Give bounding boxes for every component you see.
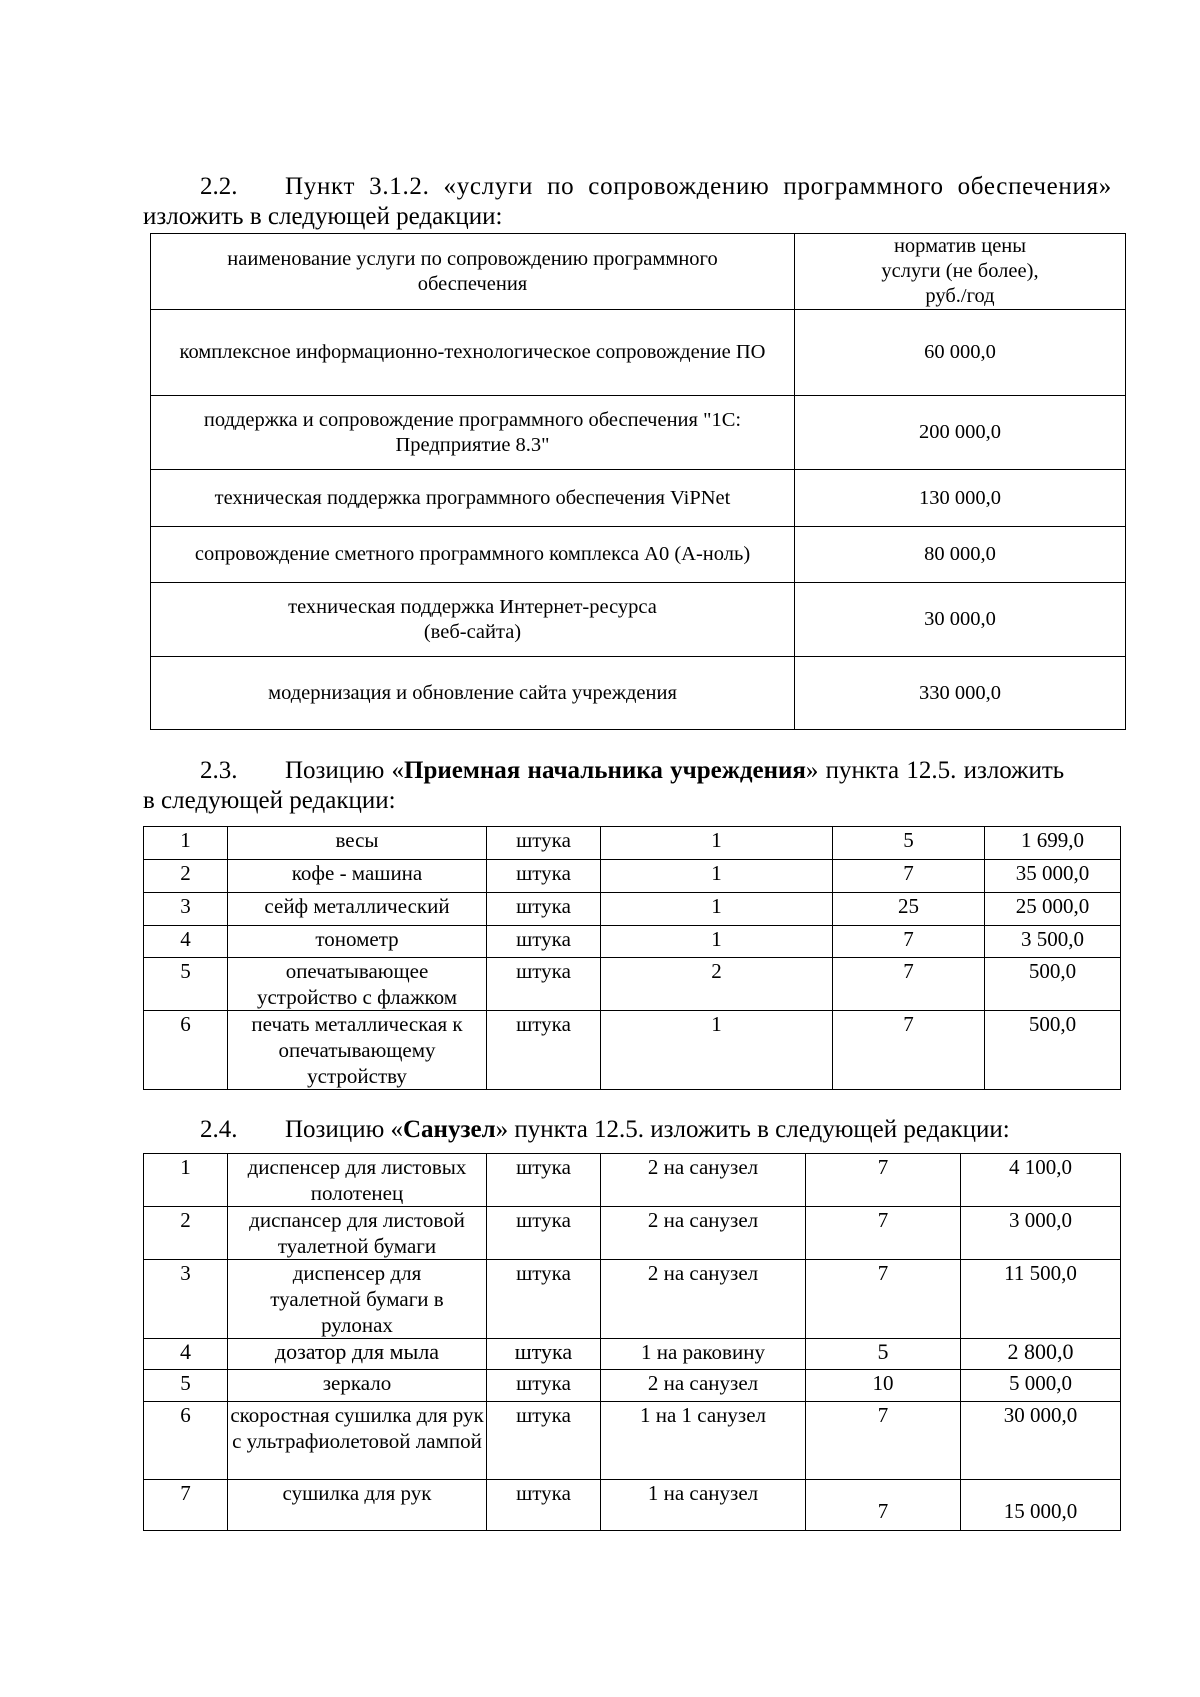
- item-unit: штука: [487, 827, 601, 860]
- item-unit: штука: [487, 1339, 601, 1370]
- item-quantity: 2: [601, 958, 833, 1011]
- item-unit: штука: [487, 1402, 601, 1480]
- item-name: сушилка для рук: [228, 1480, 487, 1531]
- item-name: дозатор для мыла: [228, 1339, 487, 1370]
- item-years: 5: [806, 1339, 961, 1370]
- item-unit: штука: [487, 1370, 601, 1402]
- row-number: 3: [144, 893, 228, 926]
- section-text-line1: [285, 1115, 1010, 1145]
- table-row: [151, 657, 1126, 730]
- section-text-pre: Позицию «: [285, 1116, 403, 1143]
- item-unit: штука: [487, 1260, 601, 1339]
- item-name: опечатывающее устройство с флажком: [228, 958, 487, 1011]
- item-years: 7: [806, 1260, 961, 1339]
- item-name: диспансер для листовой туалетной бумаги: [228, 1207, 487, 1260]
- service-price: 30 000,0: [795, 583, 1126, 657]
- section-2-4: [143, 1115, 1128, 1145]
- section-number: 2.4.: [200, 1116, 238, 1143]
- item-price: 5 000,0: [961, 1370, 1121, 1402]
- section-text-pre: Позицию «: [285, 757, 404, 784]
- table-row: [144, 893, 1121, 926]
- item-price: 30 000,0: [961, 1402, 1121, 1480]
- item-years: 7: [833, 926, 985, 958]
- item-years: 7: [806, 1154, 961, 1207]
- table-row: [144, 1207, 1121, 1260]
- item-years: 7: [833, 860, 985, 893]
- service-name: сопровождение сметного программного комплекса А0 (А-ноль): [151, 527, 795, 583]
- item-unit: штука: [487, 926, 601, 958]
- column-header: наименование услуги по сопровождению программного обеспечения: [151, 234, 795, 310]
- section-text-line2: изложить в следующей редакции:: [143, 203, 503, 230]
- table-row: [144, 1260, 1121, 1339]
- row-number: 6: [144, 1011, 228, 1090]
- service-price: 60 000,0: [795, 310, 1126, 396]
- section-text-bold: Приемная начальника учреждения: [404, 757, 806, 784]
- row-number: 5: [144, 1370, 228, 1402]
- item-quantity: 2 на санузел: [601, 1154, 806, 1207]
- item-quantity: 1: [601, 926, 833, 958]
- item-name: весы: [228, 827, 487, 860]
- service-name: модернизация и обновление сайта учреждения: [151, 657, 795, 730]
- section-number: 2.2.: [200, 173, 238, 200]
- services-table: [150, 233, 1126, 730]
- item-years: 7: [806, 1480, 961, 1531]
- section-text-post: » пункта 12.5. изложить в следующей редакции:: [495, 1116, 1010, 1143]
- section-2-2: [143, 172, 1128, 232]
- item-years: 7: [806, 1207, 961, 1260]
- item-years: 7: [806, 1402, 961, 1480]
- item-years: 5: [833, 827, 985, 860]
- service-name: комплексное информационно-технологическое сопровождение ПО: [151, 310, 795, 396]
- table-row: [151, 583, 1126, 657]
- table-row: [144, 860, 1121, 893]
- table-row: [144, 1402, 1121, 1480]
- service-price: 200 000,0: [795, 396, 1126, 470]
- row-number: 6: [144, 1402, 228, 1480]
- item-unit: штука: [487, 860, 601, 893]
- item-name: тонометр: [228, 926, 487, 958]
- item-quantity: 1 на 1 санузел: [601, 1402, 806, 1480]
- row-number: 4: [144, 1339, 228, 1370]
- item-unit: штука: [487, 1480, 601, 1531]
- row-number: 4: [144, 926, 228, 958]
- table-row: [144, 1011, 1121, 1090]
- table-row: [151, 310, 1126, 396]
- item-unit: штука: [487, 958, 601, 1011]
- item-years: 7: [833, 958, 985, 1011]
- item-price: 25 000,0: [985, 893, 1121, 926]
- row-number: 1: [144, 827, 228, 860]
- item-name: сейф металлический: [228, 893, 487, 926]
- service-name: поддержка и сопровождение программного обеспечения "1С: Предприятие 8.3": [151, 396, 795, 470]
- row-number: 2: [144, 1207, 228, 1260]
- item-unit: штука: [487, 1011, 601, 1090]
- item-unit: штука: [487, 893, 601, 926]
- table-row: [151, 470, 1126, 527]
- table-row: [144, 1339, 1121, 1370]
- item-quantity: 2 на санузел: [601, 1260, 806, 1339]
- item-quantity: 2 на санузел: [601, 1370, 806, 1402]
- item-price: 15 000,0: [961, 1480, 1121, 1531]
- table-row: [144, 827, 1121, 860]
- item-price: 3 500,0: [985, 926, 1121, 958]
- table-row: [144, 1480, 1121, 1531]
- item-price: 3 000,0: [961, 1207, 1121, 1260]
- item-years: 10: [806, 1370, 961, 1402]
- item-quantity: 1: [601, 893, 833, 926]
- item-price: 1 699,0: [985, 827, 1121, 860]
- service-price: 330 000,0: [795, 657, 1126, 730]
- section-text-line2: в следующей редакции:: [143, 787, 396, 814]
- section-text-line1: [285, 756, 1064, 786]
- section-text-line1: Пункт 3.1.2. «услуги по сопровождению программного обеспечения»: [285, 173, 1112, 200]
- item-price: 4 100,0: [961, 1154, 1121, 1207]
- table-row: [144, 926, 1121, 958]
- row-number: 3: [144, 1260, 228, 1339]
- row-number: 2: [144, 860, 228, 893]
- item-unit: штука: [487, 1207, 601, 1260]
- bathroom-table: [143, 1153, 1121, 1531]
- table-row: [144, 1154, 1121, 1207]
- section-2-3: [143, 756, 1128, 816]
- service-name: техническая поддержка программного обеспечения ViPNet: [151, 470, 795, 527]
- item-unit: штука: [487, 1154, 601, 1207]
- item-years: 25: [833, 893, 985, 926]
- item-name: кофе - машина: [228, 860, 487, 893]
- item-price: 11 500,0: [961, 1260, 1121, 1339]
- item-years: 7: [833, 1011, 985, 1090]
- item-name: диспенсер для туалетной бумаги в рулонах: [228, 1260, 487, 1339]
- item-name: печать металлическая к опечатывающему устройству: [228, 1011, 487, 1090]
- column-header: норматив цены услуги (не более), руб./год: [795, 234, 1126, 310]
- table-row: [151, 396, 1126, 470]
- reception-table: [143, 826, 1121, 1090]
- item-quantity: 1: [601, 860, 833, 893]
- service-price: 130 000,0: [795, 470, 1126, 527]
- item-price: 35 000,0: [985, 860, 1121, 893]
- item-quantity: 1 на раковину: [601, 1339, 806, 1370]
- item-price: 500,0: [985, 958, 1121, 1011]
- item-price: 2 800,0: [961, 1339, 1121, 1370]
- item-price: 500,0: [985, 1011, 1121, 1090]
- row-number: 5: [144, 958, 228, 1011]
- row-number: 7: [144, 1480, 228, 1531]
- item-quantity: 1: [601, 827, 833, 860]
- item-name: скоростная сушилка для рук с ультрафиолетовой лампой: [228, 1402, 487, 1480]
- section-number: 2.3.: [200, 757, 238, 784]
- item-name: диспенсер для листовых полотенец: [228, 1154, 487, 1207]
- table-row: [144, 958, 1121, 1011]
- section-text-post: » пункта 12.5. изложить: [805, 757, 1065, 784]
- item-quantity: 1: [601, 1011, 833, 1090]
- item-name: зеркало: [228, 1370, 487, 1402]
- service-name: техническая поддержка Интернет-ресурса (веб-сайта): [151, 583, 795, 657]
- item-quantity: 1 на санузел: [601, 1480, 806, 1531]
- table-row: [144, 1370, 1121, 1402]
- service-price: 80 000,0: [795, 527, 1126, 583]
- section-text-bold: Санузел: [403, 1116, 496, 1143]
- table-row: [151, 527, 1126, 583]
- item-quantity: 2 на санузел: [601, 1207, 806, 1260]
- row-number: 1: [144, 1154, 228, 1207]
- table-header-row: [151, 234, 1126, 310]
